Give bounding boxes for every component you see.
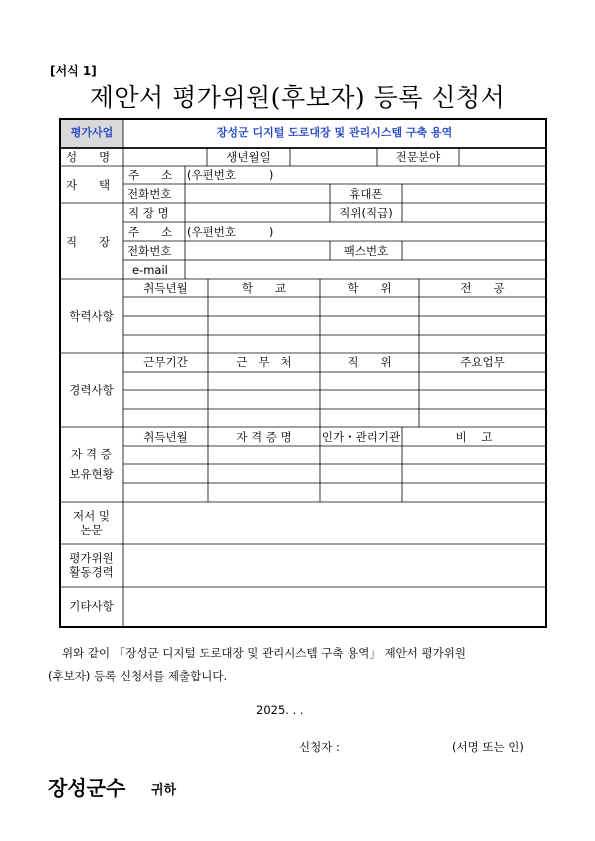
email-label: e-mail xyxy=(132,263,168,277)
home-phone-field[interactable] xyxy=(185,184,330,203)
applicant-label: 신청자 : xyxy=(299,740,340,754)
fax-label: 팩스번호 xyxy=(343,244,389,258)
position-field[interactable] xyxy=(402,203,546,222)
mobile-field[interactable] xyxy=(402,184,546,203)
declaration-line-1: 위와 같이 「장성군 디지털 도로대장 및 관리시스템 구축 용역」 제안서 평가위원 xyxy=(62,646,466,660)
other-field[interactable] xyxy=(123,587,546,627)
license-header-name: 자 격 증 명 xyxy=(236,430,292,444)
work-label: 직 장 xyxy=(66,235,111,249)
home-label: 자 택 xyxy=(66,178,111,192)
publications-field[interactable] xyxy=(123,502,546,544)
form-number-label: [서식 1] xyxy=(50,64,97,78)
email-field[interactable] xyxy=(185,260,546,279)
education-header-date: 취득년월 xyxy=(143,281,188,295)
publications-label-line2: 논문 xyxy=(80,523,103,537)
specialty-field[interactable] xyxy=(459,148,546,166)
career-header-duties: 주요업무 xyxy=(460,355,505,369)
activity-field[interactable] xyxy=(123,544,546,587)
fax-field[interactable] xyxy=(402,241,546,260)
mobile-label: 휴대폰 xyxy=(349,187,383,201)
signature-note: (서명 또는 인) xyxy=(452,740,524,754)
work-phone-field[interactable] xyxy=(185,241,330,260)
work-address-label: 주 소 xyxy=(128,225,173,239)
education-header-school: 학 교 xyxy=(241,281,287,295)
activity-label-line2: 활동경력 xyxy=(69,565,114,579)
career-header-workplace: 근 무 처 xyxy=(236,355,292,369)
career-entries[interactable] xyxy=(123,372,546,427)
publications-label-line1: 저서 및 xyxy=(73,509,110,523)
declaration-line-2: (후보자) 등록 신청서를 제출합니다. xyxy=(48,669,228,683)
home-address-label: 주 소 xyxy=(128,168,173,182)
license-label-line2: 보유현황 xyxy=(69,467,114,481)
education-header-major: 전 공 xyxy=(460,281,505,295)
license-header-issuer: 인가・관리기관 xyxy=(321,430,401,444)
specialty-label: 전문분야 xyxy=(395,150,441,164)
education-entries[interactable] xyxy=(123,297,546,353)
career-label: 경력사항 xyxy=(69,383,114,397)
career-header-position: 직 위 xyxy=(347,355,392,369)
name-label: 성 명 xyxy=(66,150,111,164)
name-field[interactable] xyxy=(123,148,207,166)
education-label: 학력사항 xyxy=(69,309,114,323)
license-label-line1: 자 격 증 xyxy=(71,447,112,461)
project-name: 장성군 디지털 도로대장 및 관리시스템 구축 용역 xyxy=(216,126,453,139)
license-header-date: 취득년월 xyxy=(143,430,188,444)
workplace-label: 직 장 명 xyxy=(128,206,169,220)
submission-date[interactable]: 2025. . . xyxy=(256,703,304,717)
document-title: 제안서 평가위원(후보자) 등록 신청서 xyxy=(89,83,506,112)
home-postal-code[interactable]: (우편번호 ) xyxy=(187,168,274,182)
declaration-text xyxy=(48,642,548,688)
birth-label: 생년월일 xyxy=(226,150,271,164)
home-phone-label: 전화번호 xyxy=(127,187,172,201)
recipient-name: 장성군수 xyxy=(48,776,126,800)
recipient-honorific: 귀하 xyxy=(151,783,177,798)
other-label: 기타사항 xyxy=(69,599,114,613)
license-header-remarks: 비 고 xyxy=(455,430,493,444)
project-label: 평가사업 xyxy=(70,126,114,139)
position-label: 직위(직급) xyxy=(339,206,393,220)
license-entries[interactable] xyxy=(123,446,546,502)
work-phone-label: 전화번호 xyxy=(127,244,172,258)
career-header-period: 근무기간 xyxy=(143,355,188,369)
work-postal-code[interactable]: (우편번호 ) xyxy=(187,225,274,239)
workplace-field[interactable] xyxy=(185,203,330,222)
education-header-degree: 학 위 xyxy=(347,281,392,295)
activity-label-line1: 평가위원 xyxy=(69,551,114,565)
birth-field[interactable] xyxy=(290,148,377,166)
